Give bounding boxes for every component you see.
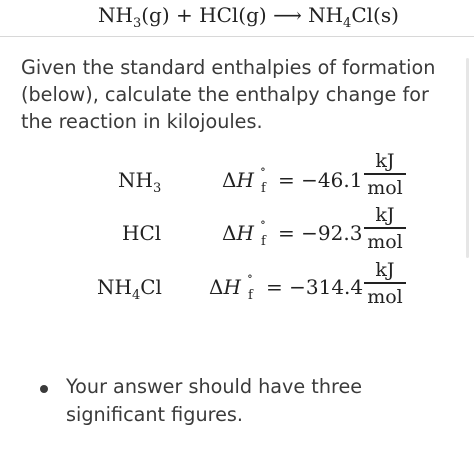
question-prompt: Given the standard enthalpies of formation (below), calculate the enthalpy change for the reaction in kilojoules. <box>21 56 436 133</box>
answer-note: Your answer should have three significant figures. <box>66 375 363 426</box>
enthalpy-value: = −92.3 <box>278 221 363 245</box>
scrollbar[interactable] <box>466 58 469 258</box>
delta-h-symbol: ΔH ∘ f <box>209 269 253 303</box>
units-fraction: kJ mol <box>364 204 406 253</box>
reaction-equation <box>98 3 399 31</box>
enthalpy-value: = −314.4 <box>266 275 364 299</box>
bullet-icon <box>40 385 48 393</box>
enthalpy-value: = −46.1 <box>278 168 363 192</box>
divider <box>0 36 474 37</box>
delta-h-symbol: ΔH ∘ f <box>222 215 266 249</box>
plus-sign: + <box>176 3 193 27</box>
delta-h-symbol: ΔH ∘ f <box>222 162 266 196</box>
product-nh4cl: $NH_4Cl(s)$ <box>308 3 399 31</box>
compound-label: HCl <box>122 221 162 245</box>
reaction-arrow: ⟶ <box>273 3 302 27</box>
compound-label: $NH_4Cl$ <box>97 275 162 303</box>
units-fraction: kJ mol <box>364 259 406 308</box>
reactant-hcl: HCl(g) <box>199 3 267 27</box>
units-fraction: kJ mol <box>364 150 406 199</box>
compound-label: $NH_3$ <box>118 168 162 196</box>
reactant-nh3: $NH_3(g)$ <box>98 3 170 31</box>
